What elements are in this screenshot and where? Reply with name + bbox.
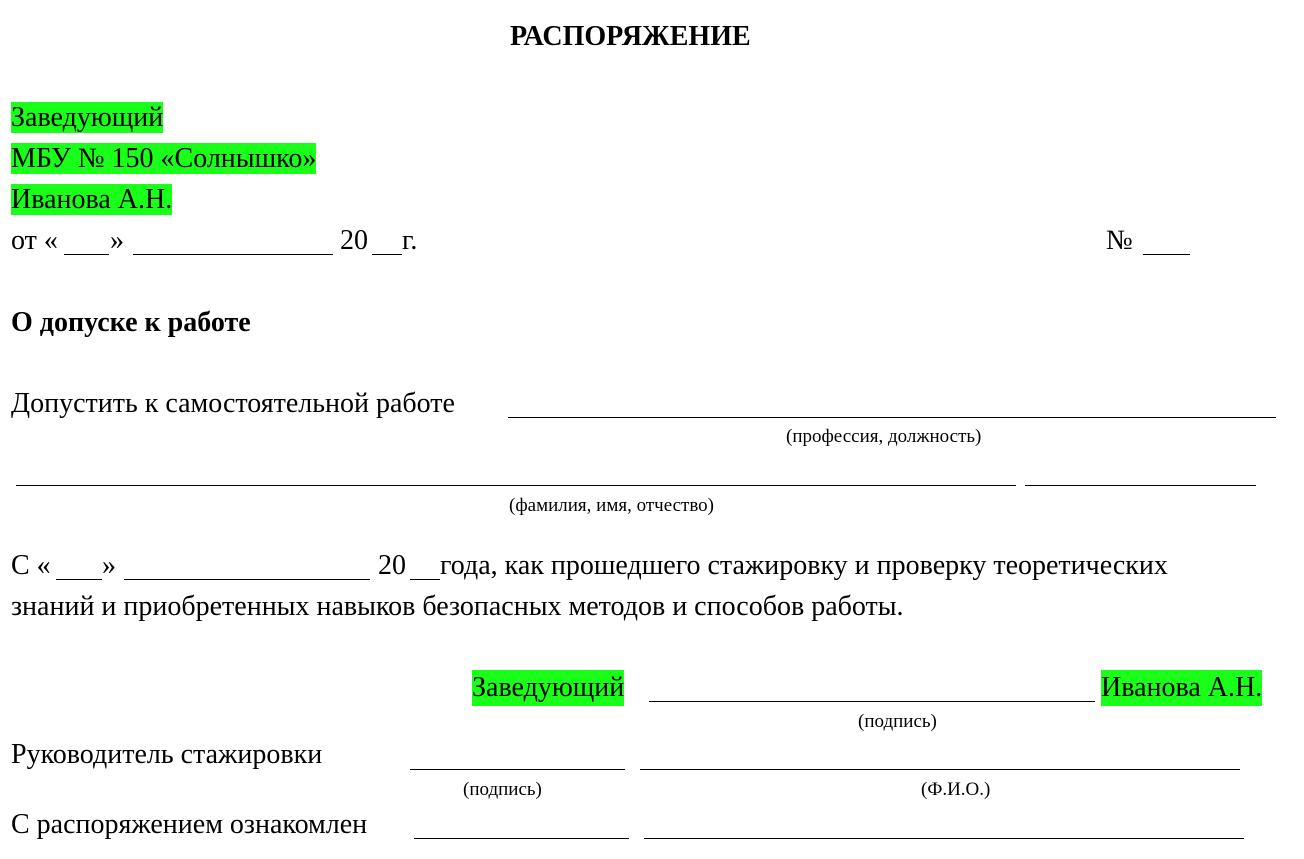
since-prefix: С « (11, 550, 51, 581)
acquainted-signature-blank[interactable] (414, 838, 629, 839)
admit-text: Допустить к самостоятельной работе (11, 388, 455, 419)
profession-blank[interactable] (508, 417, 1276, 418)
date-year-blank[interactable] (372, 254, 402, 255)
acquainted-fio-blank[interactable] (644, 838, 1244, 839)
number-blank[interactable] (1143, 254, 1190, 255)
date-year-prefix: 20 (340, 225, 368, 256)
profession-caption: (профессия, должность) (786, 426, 982, 447)
date-day-blank[interactable] (64, 254, 109, 255)
date-year-suffix: г. (402, 225, 418, 256)
document-subject: О допуске к работе (11, 307, 251, 338)
date-month-blank[interactable] (133, 254, 333, 255)
supervisor-fio-caption: (Ф.И.О.) (921, 779, 991, 800)
since-year-blank[interactable] (410, 579, 440, 580)
since-month-blank[interactable] (124, 579, 370, 580)
header-organization-row (11, 141, 316, 177)
since-close-quote: » (102, 550, 116, 581)
since-line-2: знаний и приобретенных навыков безопасных методов и способов работы. (11, 591, 904, 622)
date-prefix: от « (11, 225, 58, 256)
header-name: Иванова А.Н. (11, 184, 173, 215)
number-label: № (1106, 225, 1133, 256)
supervisor-signature-caption: (подпись) (463, 779, 542, 800)
header-name-row (11, 182, 172, 218)
signature-head-name: Иванова А.Н. (1101, 670, 1262, 706)
document-title: РАСПОРЯЖЕНИЕ (510, 21, 751, 52)
head-signature-blank[interactable] (649, 701, 1095, 702)
since-day-blank[interactable] (56, 579, 102, 580)
signature-head-position: Заведующий (472, 670, 624, 706)
since-rest: года, как прошедшего стажировку и проверку теоретических (440, 550, 1168, 581)
fio-caption: (фамилия, имя, отчество) (509, 495, 715, 516)
supervisor-signature-blank[interactable] (410, 769, 625, 770)
supervisor-label: Руководитель стажировки (11, 739, 323, 770)
date-close-quote: » (110, 225, 124, 256)
supervisor-fio-blank[interactable] (640, 769, 1240, 770)
header-position: Заведующий (11, 102, 164, 133)
header-organization: МБУ № 150 «Солнышко» (11, 143, 317, 174)
header-position-row (11, 100, 163, 136)
since-year-prefix: 20 (378, 550, 406, 581)
fio-blank[interactable] (16, 485, 1016, 486)
head-signature-caption: (подпись) (858, 711, 937, 732)
extra-blank[interactable] (1025, 485, 1256, 486)
acquainted-label: С распоряжением ознакомлен (11, 809, 368, 840)
